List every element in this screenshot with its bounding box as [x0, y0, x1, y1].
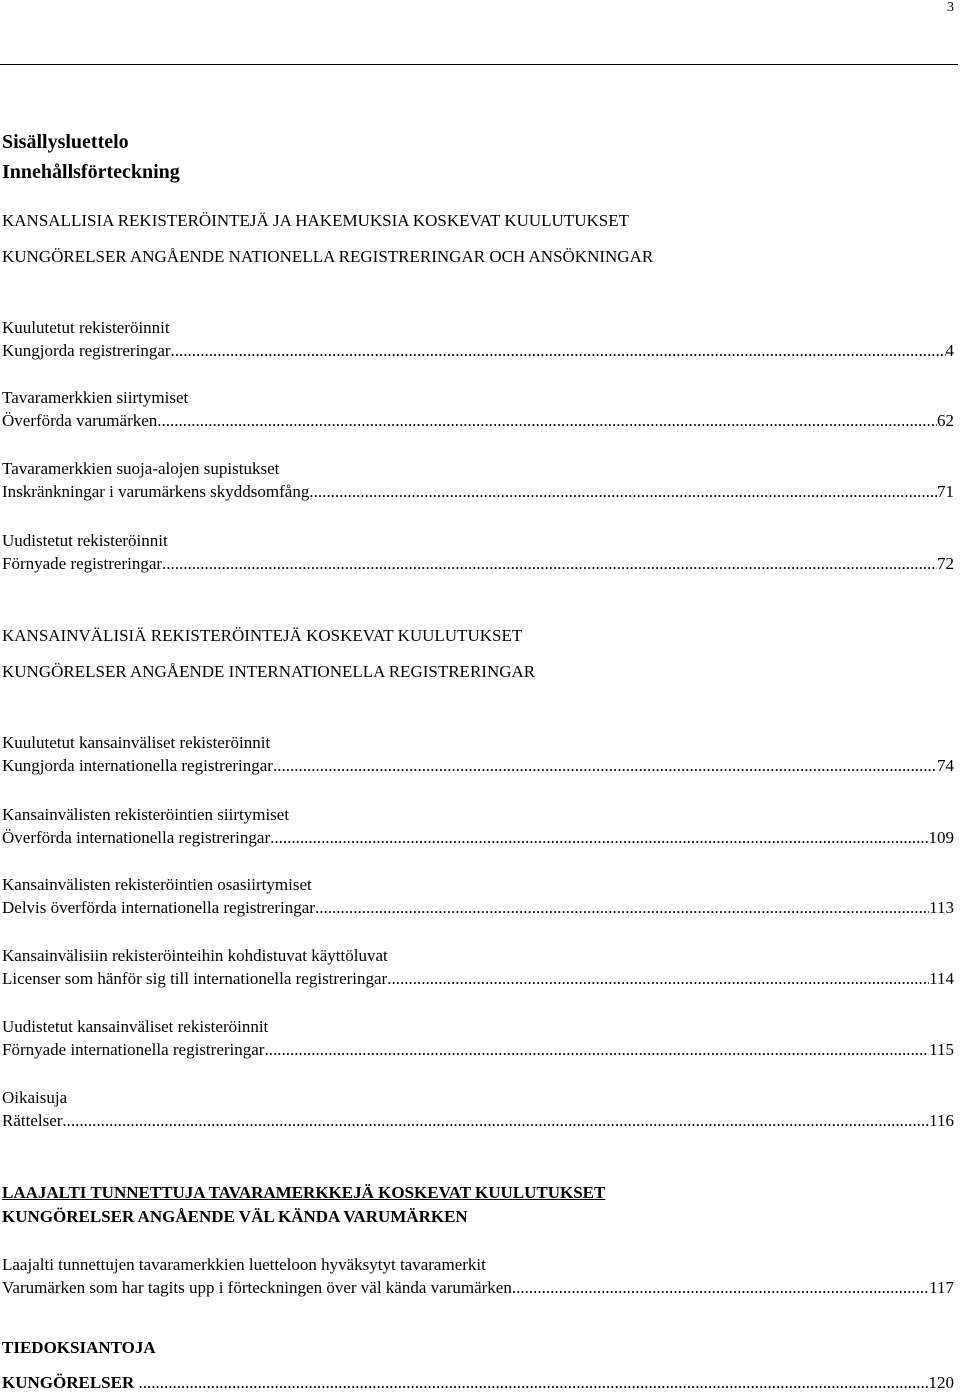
- dot-leader: [157, 409, 937, 432]
- section-heading-well-known-sv: KUNGÖRELSER ANGÅENDE VÄL KÄNDA VARUMÄRKEN: [2, 1207, 468, 1226]
- toc-entry-page: 120: [928, 1373, 954, 1392]
- toc-entry-sv: Förnyade internationella registreringar: [2, 1040, 265, 1059]
- section-heading-notices-sv: KUNGÖRELSER: [2, 1373, 135, 1392]
- section-heading-well-known-fi: LAAJALTI TUNNETTUJA TAVARAMERKKEJÄ KOSKEVAT KUULUTUKSET: [2, 1183, 606, 1202]
- toc-entry-fi: Kuulutetut kansainväliset rekisteröinnit: [2, 733, 271, 752]
- toc-entry[interactable]: [2, 1015, 954, 1061]
- toc-entry[interactable]: [2, 316, 954, 362]
- toc-entry[interactable]: [2, 873, 954, 919]
- dot-leader: [273, 754, 937, 777]
- toc-entry[interactable]: [2, 386, 954, 432]
- toc-title-sv: Innehållsförteckning: [2, 161, 180, 183]
- toc-entry-page: 114: [929, 969, 954, 988]
- toc-entry-sv: Förnyade registreringar: [2, 554, 163, 573]
- toc-entry[interactable]: [2, 944, 954, 990]
- toc-entry-fi: Kuulutetut rekisteröinnit: [2, 318, 170, 337]
- toc-entry-page: 4: [945, 341, 954, 360]
- page-number: 3: [947, 0, 954, 15]
- toc-entry-sv: Delvis överförda internationella registreringar: [2, 898, 315, 917]
- toc-entry-page: 74: [937, 756, 954, 775]
- header-rule: [0, 64, 958, 65]
- toc-entry-page: 71: [937, 482, 954, 501]
- toc-entry-fi: Uudistetut kansainväliset rekisteröinnit: [2, 1017, 269, 1036]
- toc-entry[interactable]: [2, 731, 954, 777]
- toc-entry-fi: Kansainvälisten rekisteröintien osasiirtymiset: [2, 875, 312, 894]
- toc-entry-sv: Inskränkningar i varumärkens skyddsomfång: [2, 482, 310, 501]
- toc-entry-page: 116: [929, 1111, 954, 1130]
- toc-entry-fi: Tavaramerkkien suoja-alojen supistukset: [2, 459, 280, 478]
- section-heading-international-fi: KANSAINVÄLISIÄ REKISTERÖINTEJÄ KOSKEVAT KUULUTUKSET: [2, 626, 523, 645]
- dot-leader: [512, 1276, 929, 1299]
- toc-entry[interactable]: [2, 1253, 954, 1299]
- toc-entry-sv: Överförda varumärken: [2, 411, 158, 430]
- toc-entry-sv: Kungjorda internationella registreringar: [2, 756, 273, 775]
- toc-entry-sv: Överförda internationella registreringar: [2, 828, 271, 847]
- dot-leader: [264, 1038, 929, 1061]
- dot-leader: [162, 552, 937, 575]
- toc-entry-page: 113: [929, 898, 954, 917]
- toc-entry-page: 115: [929, 1040, 954, 1059]
- toc-entry-sv: Varumärken som har tagits upp i förteckningen över väl kända varumärken: [2, 1278, 512, 1297]
- dot-leader: [171, 339, 946, 362]
- toc-entry-fi: Oikaisuja: [2, 1088, 68, 1107]
- toc-entry-fi: Laajalti tunnettujen tavaramerkkien luetteloon hyväksytyt tavaramerkit: [2, 1255, 486, 1274]
- toc-entry-page: 72: [937, 554, 954, 573]
- toc-entry[interactable]: [2, 529, 954, 575]
- toc-entry-page: 62: [937, 411, 954, 430]
- toc-entry[interactable]: [2, 803, 954, 849]
- toc-entry-sv: Kungjorda registreringar: [2, 341, 171, 360]
- toc-entry-page: 109: [928, 828, 954, 847]
- toc-entry[interactable]: [2, 457, 954, 503]
- toc-entry-sv: Rättelser: [2, 1111, 63, 1130]
- toc-entry-page: 117: [929, 1278, 954, 1297]
- section-heading-international-sv: KUNGÖRELSER ANGÅENDE INTERNATIONELLA REGISTRERINGAR: [2, 662, 536, 681]
- section-heading-national-fi: KANSALLISIA REKISTERÖINTEJÄ JA HAKEMUKSIA KOSKEVAT KUULUTUKSET: [2, 211, 629, 230]
- dot-leader: [270, 826, 928, 849]
- toc-entry-fi: Uudistetut rekisteröinnit: [2, 531, 168, 550]
- toc-entry[interactable]: [2, 1086, 954, 1132]
- section-heading-national-sv: KUNGÖRELSER ANGÅENDE NATIONELLA REGISTRERINGAR OCH ANSÖKNINGAR: [2, 247, 654, 266]
- section-heading-notices-fi: TIEDOKSIANTOJA: [2, 1338, 156, 1357]
- toc-title-fi: Sisällysluettelo: [2, 131, 129, 153]
- dot-leader: [309, 480, 937, 503]
- toc-entry-fi: Kansainvälisten rekisteröintien siirtymiset: [2, 805, 290, 824]
- toc-entry-fi: Tavaramerkkien siirtymiset: [2, 388, 189, 407]
- toc-entry-fi: Kansainvälisiin rekisteröinteihin kohdistuvat käyttöluvat: [2, 946, 388, 965]
- dot-leader: [315, 896, 929, 919]
- dot-leader: [387, 967, 929, 990]
- dot-leader: [62, 1109, 929, 1132]
- toc-entry-sv: Licenser som hänför sig till internationella registreringar: [2, 969, 388, 988]
